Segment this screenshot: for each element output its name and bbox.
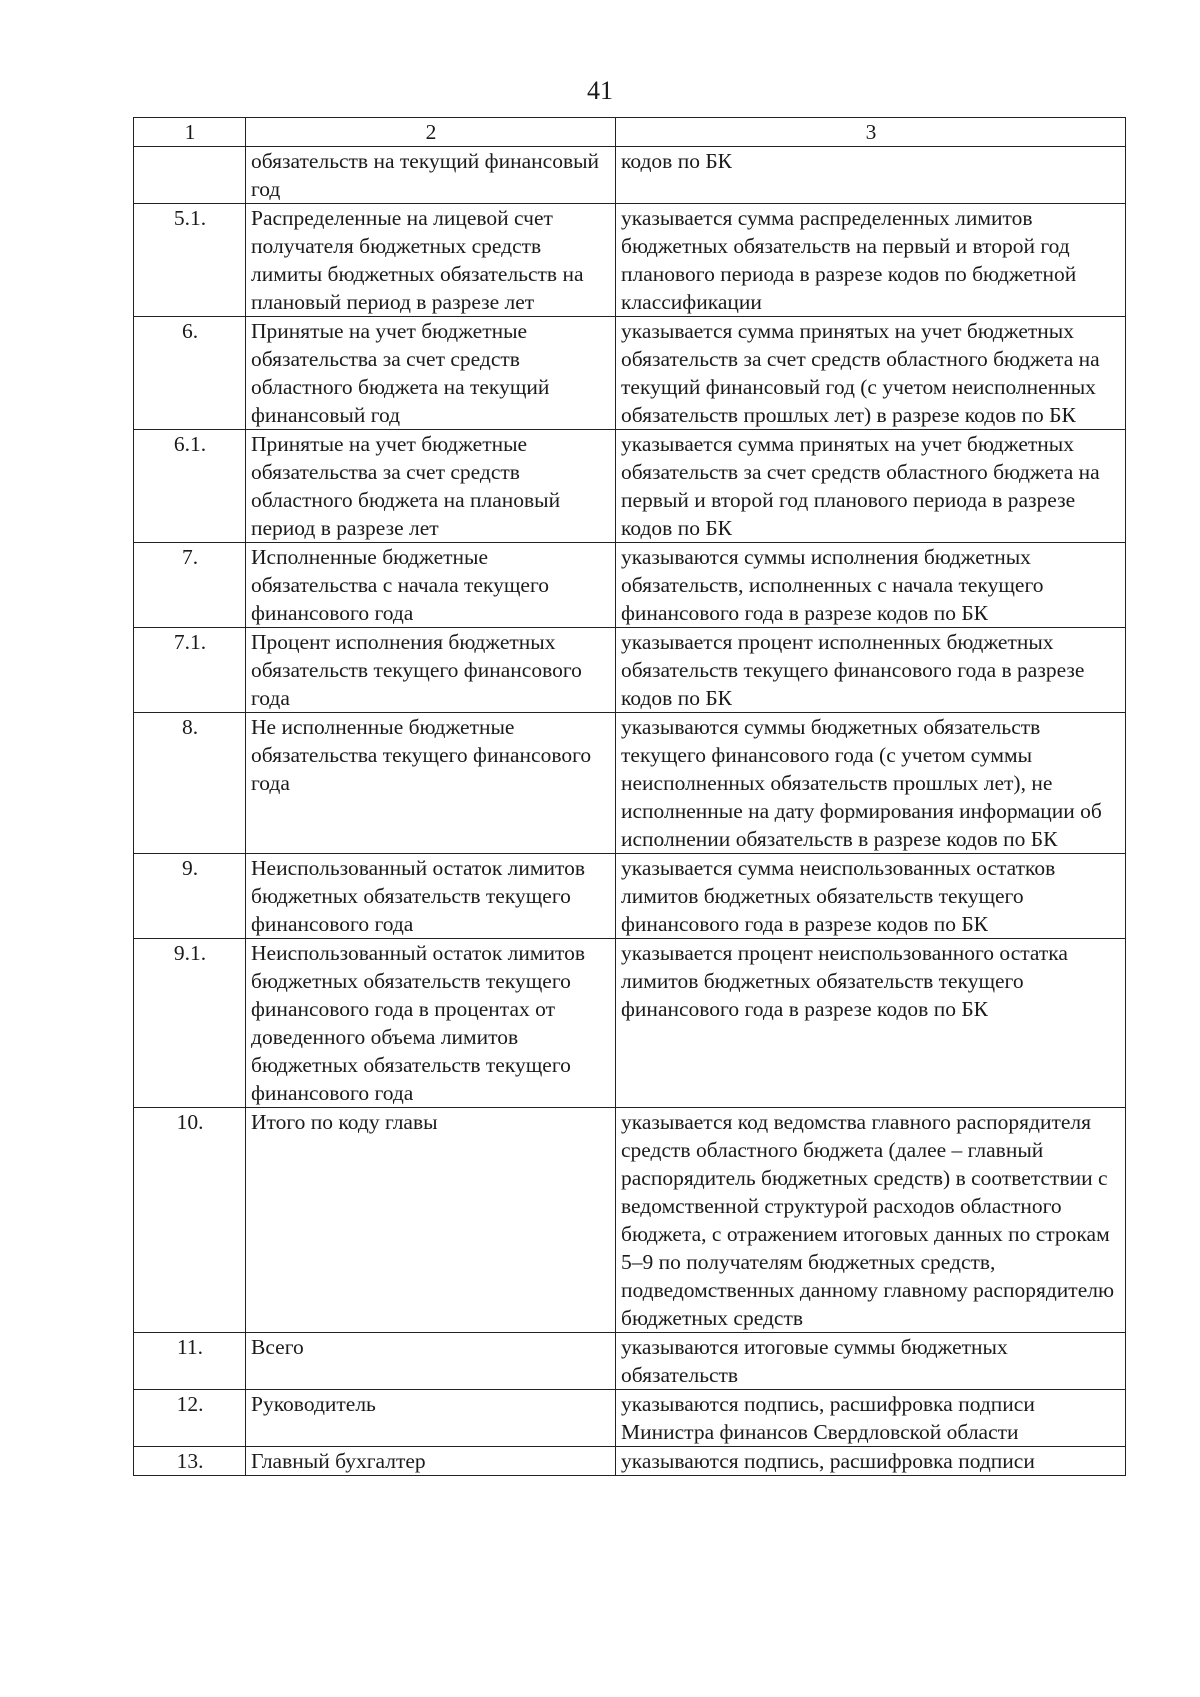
row-description: указываются подпись, расшифровка подписи Министра финансов Свердловской области — [616, 1390, 1126, 1447]
row-description: указывается код ведомства главного распорядителя средств областного бюджета (далее – главный распорядитель бюджетных средств) в соответствии с ведомственной структурой расходов областного бюджета, с отражением итоговых данных по строкам 5–9 по получателям бюджетных средств, подведомственных данному главному распорядителю бюджетных средств — [616, 1108, 1126, 1333]
table-row — [134, 543, 1126, 628]
table-row — [134, 1447, 1126, 1476]
row-number: 6.1. — [134, 430, 246, 543]
table-row — [134, 1390, 1126, 1447]
row-description: указывается сумма принятых на учет бюджетных обязательств за счет средств областного бюджета на первый и второй год планового периода в разрезе кодов по БК — [616, 430, 1126, 543]
requisites-table — [133, 117, 1126, 1476]
table-row — [134, 317, 1126, 430]
row-number: 6. — [134, 317, 246, 430]
row-description: указывается процент неиспользованного остатка лимитов бюджетных обязательств текущего финансового года в разрезе кодов по БК — [616, 939, 1126, 1108]
row-number — [134, 147, 246, 204]
row-description: указываются итоговые суммы бюджетных обязательств — [616, 1333, 1126, 1390]
row-description: указывается сумма распределенных лимитов бюджетных обязательств на первый и второй год планового периода в разрезе кодов по бюджетной классификации — [616, 204, 1126, 317]
row-name: Всего — [246, 1333, 616, 1390]
table-row — [134, 204, 1126, 317]
table-row — [134, 713, 1126, 854]
row-name: Неиспользованный остаток лимитов бюджетных обязательств текущего финансового года в процентах от доведенного объема лимитов бюджетных обязательств текущего финансового года — [246, 939, 616, 1108]
row-name: Неиспользованный остаток лимитов бюджетных обязательств текущего финансового года — [246, 854, 616, 939]
row-number: 12. — [134, 1390, 246, 1447]
column-header-2: 2 — [246, 118, 616, 147]
row-name: Исполненные бюджетные обязательства с начала текущего финансового года — [246, 543, 616, 628]
row-number: 11. — [134, 1333, 246, 1390]
row-description: указываются подпись, расшифровка подписи — [616, 1447, 1126, 1476]
row-description: кодов по БК — [616, 147, 1126, 204]
row-description: указывается сумма неиспользованных остатков лимитов бюджетных обязательств текущего финансового года в разрезе кодов по БК — [616, 854, 1126, 939]
row-number: 9. — [134, 854, 246, 939]
row-description: указываются суммы бюджетных обязательств текущего финансового года (с учетом суммы неисполненных обязательств прошлых лет), не исполненные на дату формирования информации об исполнении обязательств в разрезе кодов по БК — [616, 713, 1126, 854]
table-row — [134, 939, 1126, 1108]
row-name: Главный бухгалтер — [246, 1447, 616, 1476]
row-number: 8. — [134, 713, 246, 854]
table-row — [134, 1333, 1126, 1390]
row-number: 7.1. — [134, 628, 246, 713]
row-name: Не исполненные бюджетные обязательства текущего финансового года — [246, 713, 616, 854]
table-header-row — [134, 118, 1126, 147]
row-name: Принятые на учет бюджетные обязательства за счет средств областного бюджета на плановый период в разрезе лет — [246, 430, 616, 543]
row-number: 5.1. — [134, 204, 246, 317]
page-number: 41 — [587, 76, 613, 105]
row-name: Распределенные на лицевой счет получателя бюджетных средств лимиты бюджетных обязательств на плановый период в разрезе лет — [246, 204, 616, 317]
row-description: указывается процент исполненных бюджетных обязательств текущего финансового года в разрезе кодов по БК — [616, 628, 1126, 713]
table-row — [134, 628, 1126, 713]
column-header-1: 1 — [134, 118, 246, 147]
row-number: 9.1. — [134, 939, 246, 1108]
row-description: указываются суммы исполнения бюджетных обязательств, исполненных с начала текущего финансового года в разрезе кодов по БК — [616, 543, 1126, 628]
row-number: 7. — [134, 543, 246, 628]
row-name: Руководитель — [246, 1390, 616, 1447]
table-row — [134, 430, 1126, 543]
column-header-3: 3 — [616, 118, 1126, 147]
row-number: 13. — [134, 1447, 246, 1476]
row-name: Итого по коду главы — [246, 1108, 616, 1333]
row-number: 10. — [134, 1108, 246, 1333]
table-row — [134, 1108, 1126, 1333]
row-name: Процент исполнения бюджетных обязательств текущего финансового года — [246, 628, 616, 713]
row-name: обязательств на текущий финансовый год — [246, 147, 616, 204]
table-row — [134, 147, 1126, 204]
row-description: указывается сумма принятых на учет бюджетных обязательств за счет средств областного бюджета на текущий финансовый год (с учетом неисполненных обязательств прошлых лет) в разрезе кодов по БК — [616, 317, 1126, 430]
row-name: Принятые на учет бюджетные обязательства за счет средств областного бюджета на текущий финансовый год — [246, 317, 616, 430]
table-row — [134, 854, 1126, 939]
